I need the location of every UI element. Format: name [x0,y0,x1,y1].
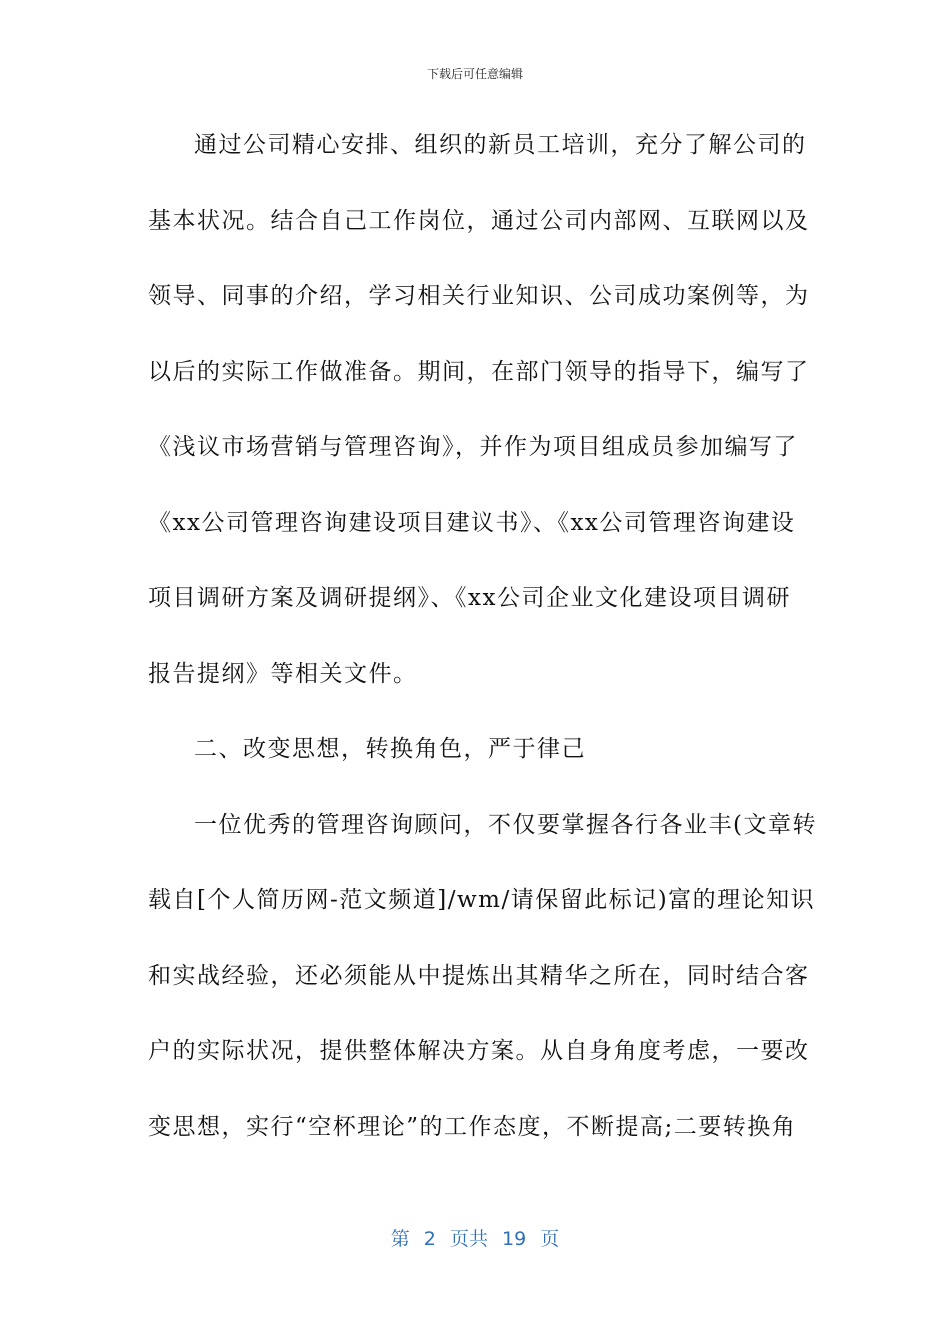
paragraph-line: 和实战经验，还必须能从中提炼出其精华之所在，同时结合客 [148,962,810,989]
paragraph-line: 户的实际状况，提供整体解决方案。从自身角度考虑，一要改 [148,1038,810,1064]
section-heading: 二、改变思想，转换角色，严于律己 [194,736,586,762]
page-number-footer [0,1226,950,1252]
footer-prefix: 第 [390,1228,410,1250]
paragraph-line: 报告提纲》等相关文件。 [148,660,418,687]
paragraph-line: 《xx公司管理咨询建设项目建议书》、《xx公司管理咨询建设 [148,509,796,536]
current-page-number: 2 [423,1228,436,1250]
paragraph-line: 《浅议市场营销与管理咨询》，并作为项目组成员参加编写了 [148,434,798,460]
footer-middle: 页共 [449,1228,488,1250]
paragraph-line: 基本状况。结合自己工作岗位，通过公司内部网、互联网以及 [148,207,810,234]
footer-suffix: 页 [540,1228,560,1250]
total-page-count: 19 [502,1228,527,1250]
page-header-note: 下载后可任意编辑 [426,67,523,81]
paragraph-line: 变思想，实行“空杯理论”的工作态度，不断提高;二要转换角 [148,1113,797,1140]
paragraph-line: 领导、同事的介绍，学习相关行业知识、公司成功案例等，为 [148,283,810,309]
paragraph-line: 以后的实际工作做准备。期间，在部门领导的指导下，编写了 [148,358,810,385]
document-body [148,126,817,1183]
paragraph-line: 一位优秀的管理咨询顾问，不仅要掌握各行各业丰(文章转 [194,811,817,838]
paragraph-line: 载自[个人简历网-范文频道]/wm/请保留此标记)富的理论知识 [148,887,816,913]
paragraph-line: 项目调研方案及调研提纲》、《xx公司企业文化建设项目调研 [148,585,791,611]
paragraph-line: 通过公司精心安排、组织的新员工培训，充分了解公司的 [194,132,807,158]
